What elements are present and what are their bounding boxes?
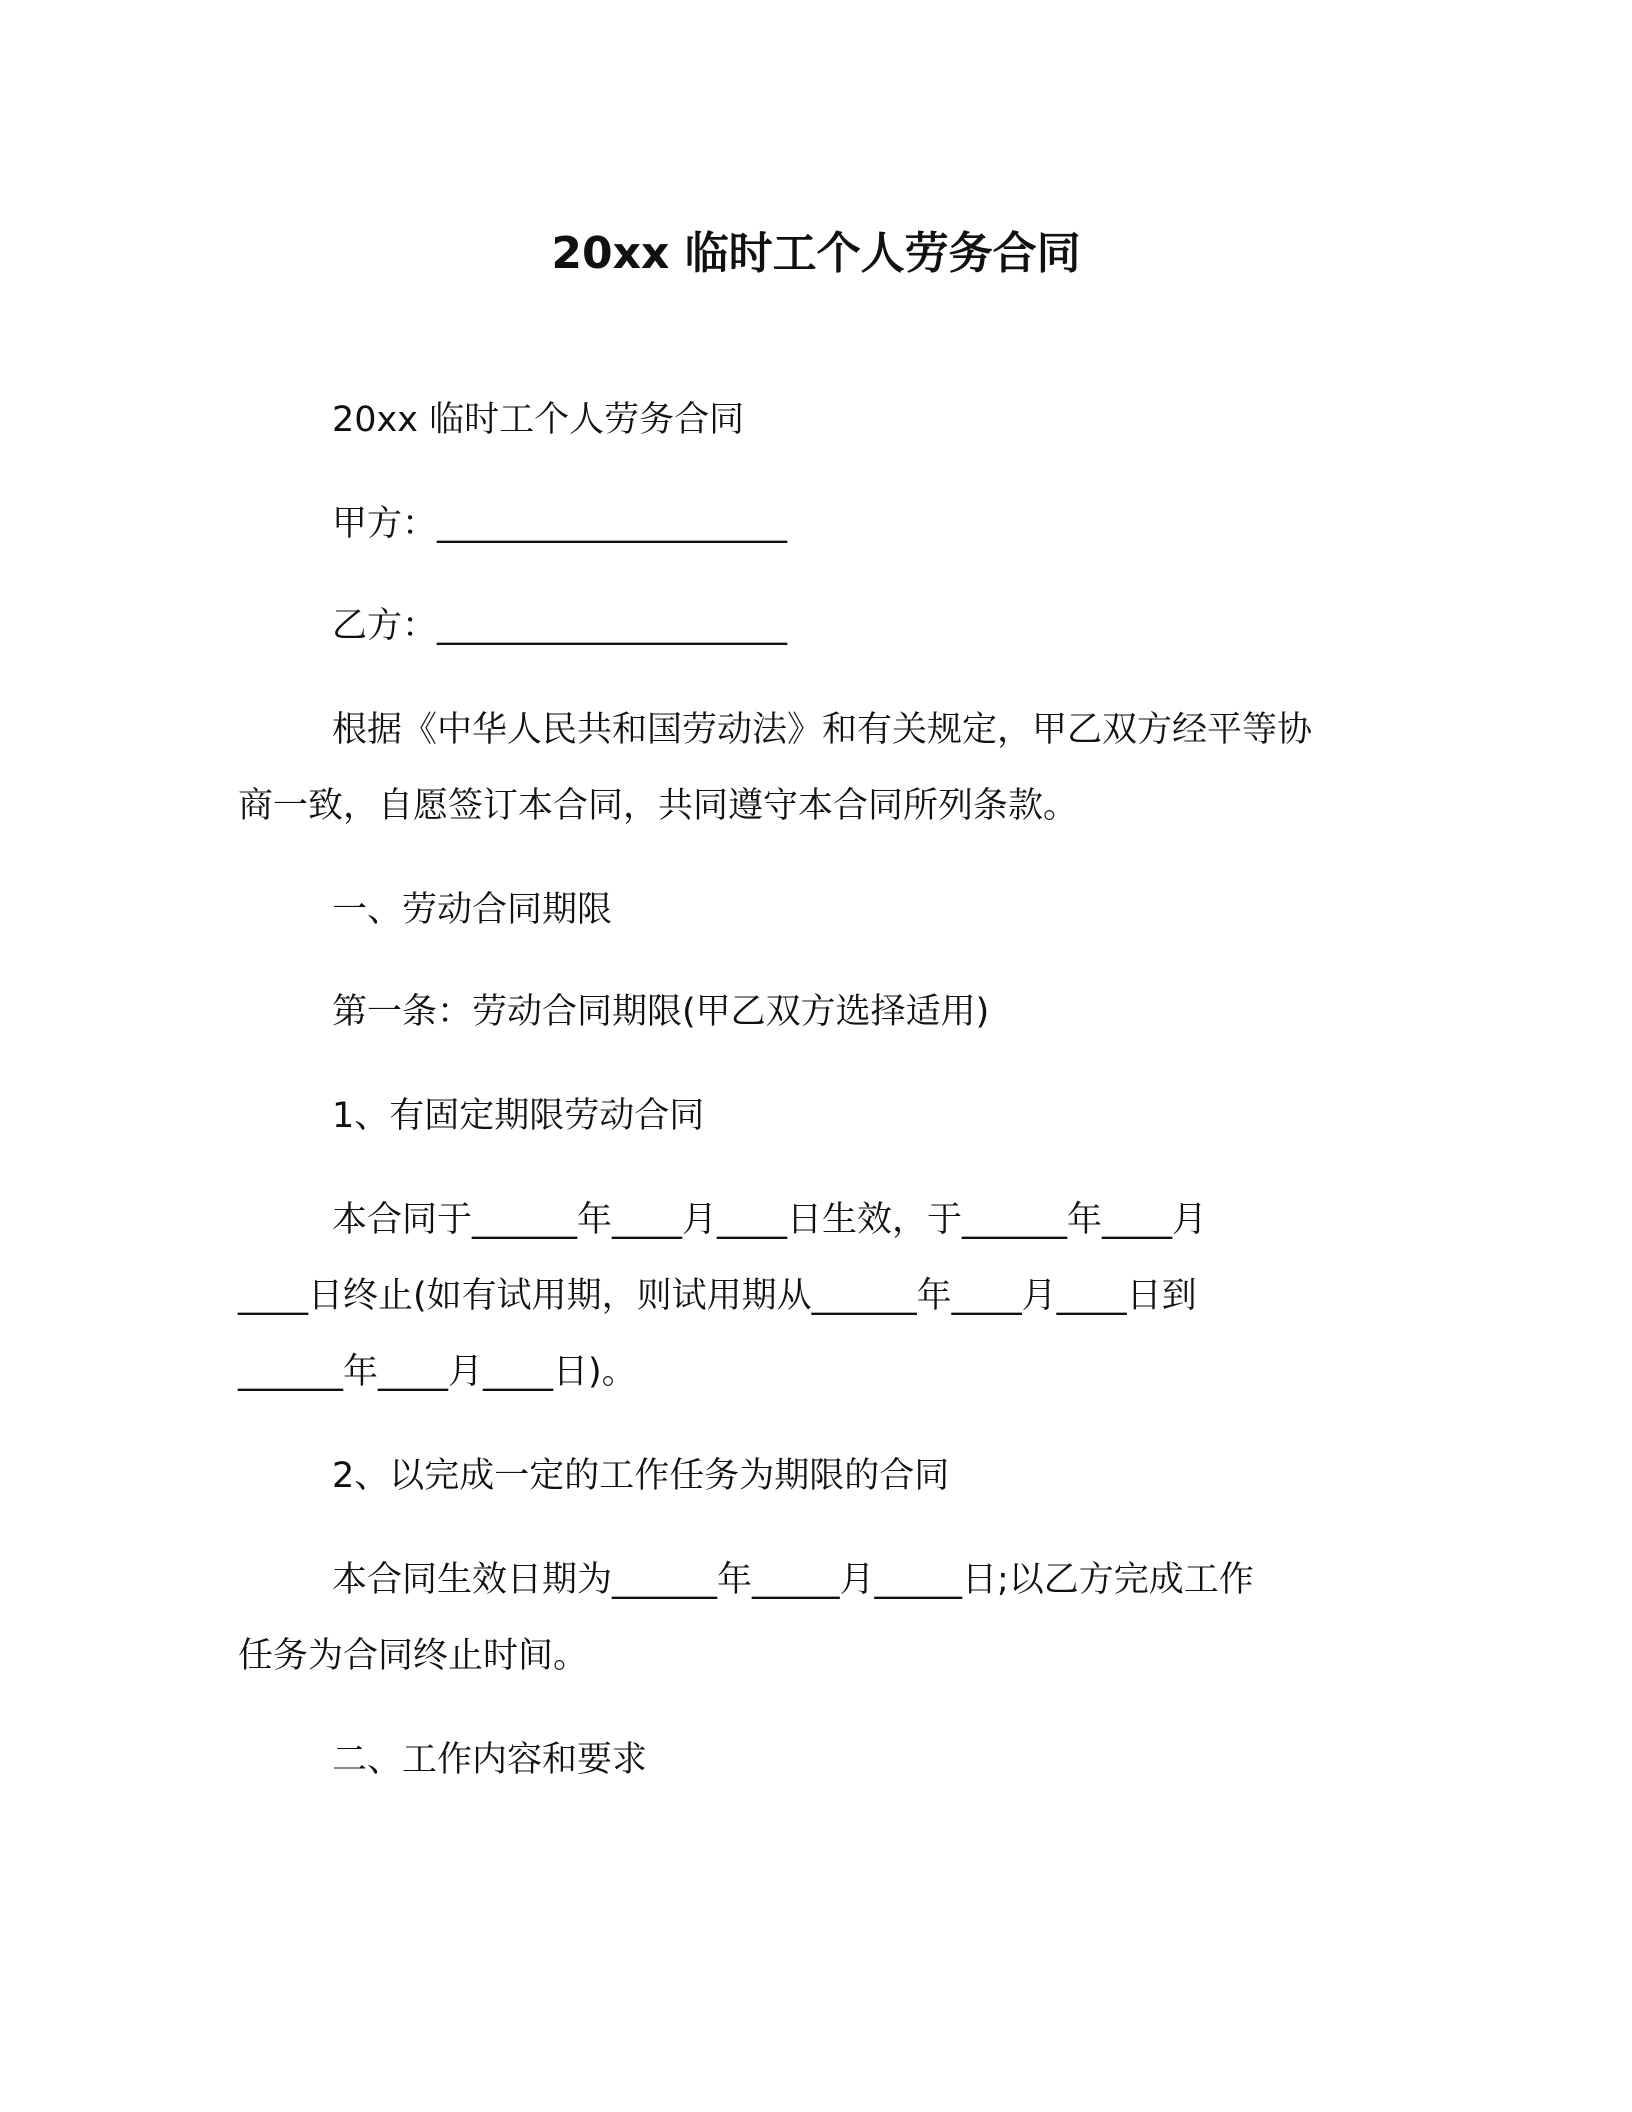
- clause-1-heading: 1、有固定期限劳动合同: [332, 1096, 705, 1136]
- clause-1-line-2: ____日终止(如有试用期，则试用期从______年____月____日到: [238, 1276, 1197, 1316]
- section-heading-2: 二、工作内容和要求: [332, 1740, 648, 1780]
- clause-2-line-2: 任务为合同终止时间。: [238, 1636, 589, 1676]
- article-1-heading: 第一条：劳动合同期限(甲乙双方选择适用): [332, 992, 990, 1032]
- party-a-line: 甲方：____________________: [332, 504, 788, 544]
- preamble-line-2: 商一致，自愿签订本合同，共同遵守本合同所列条款。: [238, 786, 1079, 826]
- section-heading-1: 一、劳动合同期限: [332, 890, 613, 930]
- preamble-line-1: 根据《中华人民共和国劳动法》和有关规定，甲乙双方经平等协: [332, 710, 1313, 750]
- party-b-line: 乙方：____________________: [332, 606, 788, 646]
- contract-subtitle: 20xx 临时工个人劳务合同: [332, 400, 745, 440]
- clause-1-line-3: ______年____月____日)。: [238, 1352, 637, 1392]
- clause-2-heading: 2、以完成一定的工作任务为期限的合同: [332, 1456, 950, 1496]
- clause-2-line-1: 本合同生效日期为______年_____月_____日;以乙方完成工作: [332, 1560, 1254, 1600]
- document-title: 20xx 临时工个人劳务合同: [551, 228, 1081, 279]
- clause-1-line-1: 本合同于______年____月____日生效，于______年____月: [332, 1200, 1208, 1240]
